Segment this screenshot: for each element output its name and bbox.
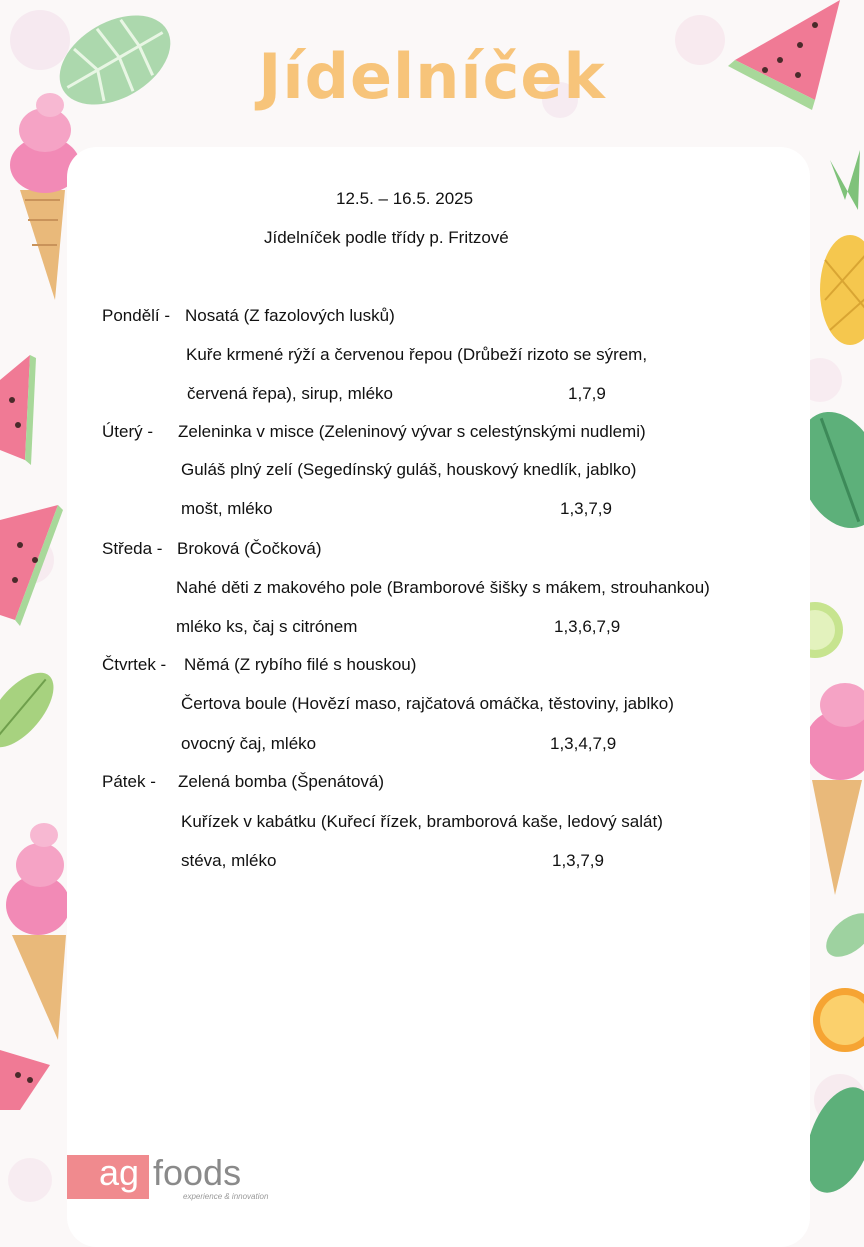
logo-ag-text: ag [99,1152,140,1193]
soup-thursday: Němá (Z rybího filé s houskou) [184,655,417,674]
ice-cream-icon [805,683,864,895]
agfoods-logo [67,1152,269,1205]
day-label-friday: Pátek - [102,772,156,791]
logo-tagline: experience & innovation [183,1192,269,1201]
logo-foods-text: foods [153,1152,242,1193]
main-friday: Kuřízek v kabátku (Kuřecí řízek, bramborová kaše, ledový salát) [181,812,663,831]
leaf-icon [818,905,864,966]
extra-thursday: ovocný čaj, mléko [181,734,317,753]
date-range: 12.5. – 16.5. 2025 [336,189,474,208]
watermelon-icon [0,1050,50,1110]
page-title: Jídelníček [258,40,606,113]
main-monday: Kuře krmené rýží a červenou řepou (Drůbeží rizoto se sýrem, [186,345,648,364]
allergens-wednesday: 1,3,6,7,9 [554,617,621,636]
soup-monday: Nosatá (Z fazolových lusků) [185,306,395,325]
watermelon-icon [0,505,63,626]
soup-tuesday: Zeleninka v misce (Zeleninový vývar s celestýnskými nudlemi) [178,422,646,441]
allergens-tuesday: 1,3,7,9 [560,499,612,518]
allergens-thursday: 1,3,4,7,9 [550,734,617,753]
extra-wednesday: mléko ks, čaj s citrónem [176,617,358,636]
day-label-thursday: Čtvrtek - [102,655,167,674]
day-label-tuesday: Úterý - [102,422,153,441]
pineapple-icon [820,150,864,345]
ice-cream-icon [6,823,70,1040]
extra-friday: stéva, mléko [181,851,277,870]
allergens-friday: 1,3,7,9 [552,851,604,870]
soup-friday: Zelená bomba (Špenátová) [178,772,385,791]
main-tuesday: Guláš plný zelí (Segedínský guláš, houskový knedlík, jablko) [181,460,637,479]
main-thursday: Čertova boule (Hovězí maso, rajčatová omáčka, těstoviny, jablko) [181,694,674,713]
extra-monday: červená řepa), sirup, mléko [187,384,393,403]
leaf-icon [0,661,66,758]
extra-tuesday: mošt, mléko [181,499,273,518]
day-label-monday: Pondělí - [102,306,171,325]
lemon-icon [813,988,864,1052]
day-label-wednesday: Středa - [102,539,163,558]
allergens-monday: 1,7,9 [568,384,606,403]
main-wednesday: Nahé děti z makového pole (Bramborové šišky s mákem, strouhankou) [176,578,710,597]
watermelon-icon [0,355,36,465]
menu-subtitle: Jídelníček podle třídy p. Fritzové [264,228,509,247]
soup-wednesday: Broková (Čočková) [177,539,322,558]
